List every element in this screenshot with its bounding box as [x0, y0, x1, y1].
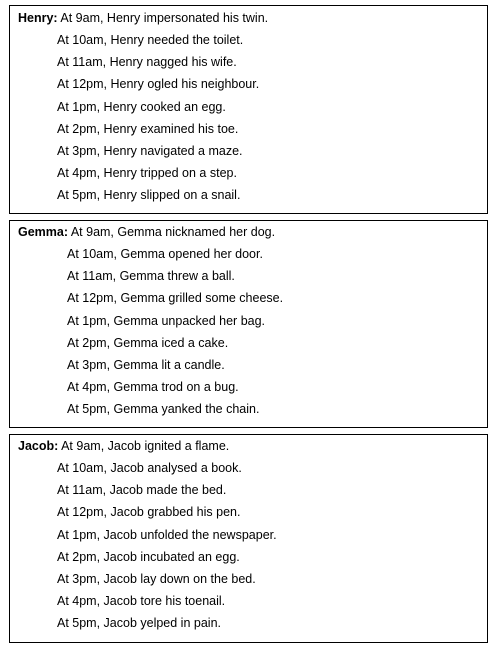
schedule-panel-henry: [9, 5, 488, 214]
schedule-entry: At 5pm, Henry slipped on a snail.: [57, 188, 241, 202]
schedule-entry: At 3pm, Gemma lit a candle.: [67, 358, 225, 372]
schedule-entry: At 5pm, Gemma yanked the chain.: [67, 402, 260, 416]
schedule-entry: At 4pm, Henry tripped on a step.: [57, 166, 237, 180]
person-name-label: Henry:: [18, 11, 58, 25]
schedule-entry: At 12pm, Henry ogled his neighbour.: [57, 77, 260, 91]
panel-first-line: [18, 10, 268, 26]
schedule-panel-gemma: [9, 220, 488, 428]
schedule-entry: At 11am, Henry nagged his wife.: [57, 55, 237, 69]
schedule-entry: At 10am, Jacob analysed a book.: [57, 461, 242, 475]
schedule-entry: At 1pm, Henry cooked an egg.: [57, 100, 226, 114]
schedule-entry: At 2pm, Jacob incubated an egg.: [57, 550, 240, 564]
schedule-entry: At 9am, Jacob ignited a flame.: [61, 439, 230, 453]
person-name-label: Jacob:: [18, 439, 59, 453]
schedule-entry: At 9am, Henry impersonated his twin.: [60, 11, 269, 25]
schedule-entry: At 2pm, Gemma iced a cake.: [67, 336, 229, 350]
schedule-entry: At 10am, Gemma opened her door.: [67, 247, 263, 261]
panel-first-line: [18, 438, 229, 454]
schedule-entry: At 11am, Jacob made the bed.: [57, 483, 227, 497]
schedule-entry: At 5pm, Jacob yelped in pain.: [57, 616, 221, 630]
schedule-entry: At 12pm, Gemma grilled some cheese.: [67, 291, 284, 305]
schedule-entry: At 3pm, Jacob lay down on the bed.: [57, 572, 256, 586]
schedule-entry: At 10am, Henry needed the toilet.: [57, 33, 244, 47]
schedule-entry: At 4pm, Gemma trod on a bug.: [67, 380, 239, 394]
schedule-entry: At 2pm, Henry examined his toe.: [57, 122, 239, 136]
schedule-entry: At 3pm, Henry navigated a maze.: [57, 144, 243, 158]
schedule-panel-jacob: [9, 434, 488, 643]
schedule-entry: At 9am, Gemma nicknamed her dog.: [70, 225, 276, 239]
schedule-entry: At 4pm, Jacob tore his toenail.: [57, 594, 226, 608]
schedule-entry: At 1pm, Gemma unpacked her bag.: [67, 314, 266, 328]
schedule-entry: At 12pm, Jacob grabbed his pen.: [57, 505, 241, 519]
panel-first-line: [18, 224, 275, 240]
person-name-label: Gemma:: [18, 225, 69, 239]
schedule-entry: At 11am, Gemma threw a ball.: [67, 269, 235, 283]
schedule-entry: At 1pm, Jacob unfolded the newspaper.: [57, 528, 277, 542]
